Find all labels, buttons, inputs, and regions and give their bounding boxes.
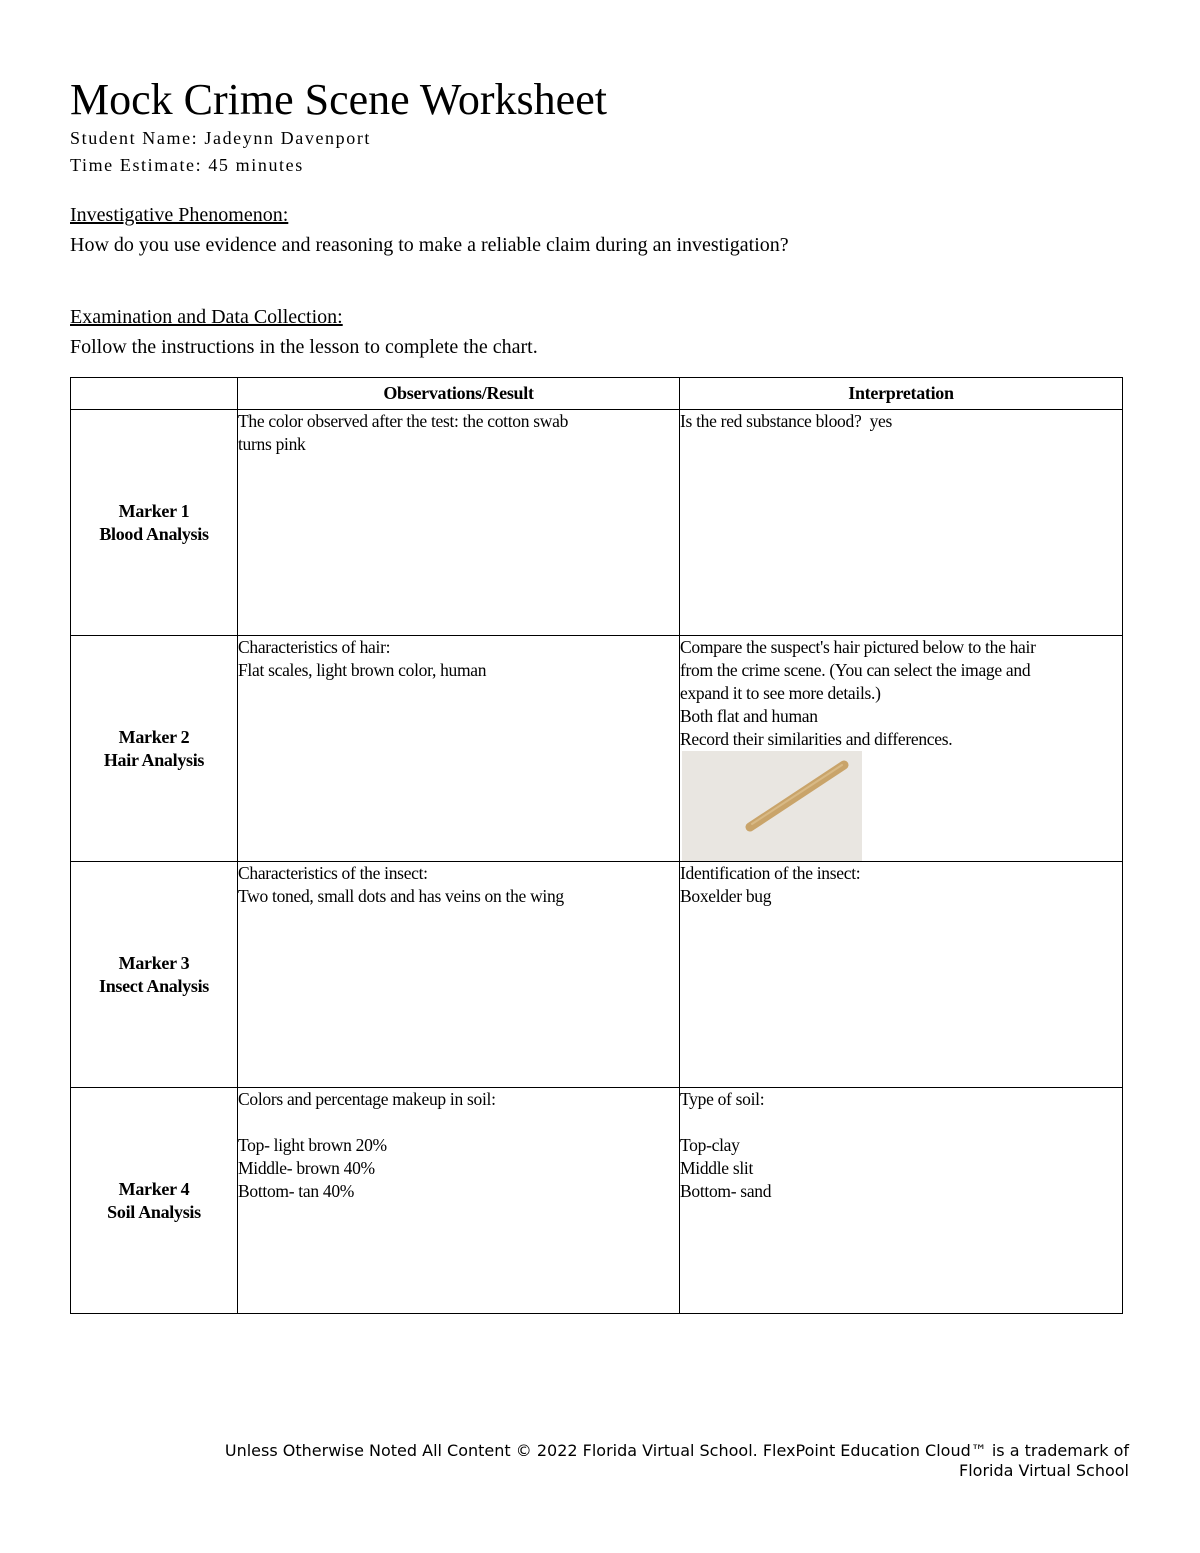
interpretation-line: Middle slit xyxy=(680,1158,754,1178)
observation-line: Characteristics of hair: xyxy=(238,637,391,657)
student-name: Student Name: Jadeynn Davenport xyxy=(70,128,372,148)
marker-label: Marker 1 xyxy=(118,500,190,521)
marker-label: Marker 4 xyxy=(118,1178,190,1199)
header-observations: Observations/Result xyxy=(238,378,680,410)
interpretation-line: Bottom- sand xyxy=(680,1181,772,1201)
collection-instructions: Follow the instructions in the lesson to complete the chart. xyxy=(70,336,538,358)
observation-line: Characteristics of the insect: xyxy=(238,863,428,883)
analysis-label: Soil Analysis xyxy=(107,1201,201,1222)
interpretation-line: Boxelder bug xyxy=(680,886,772,906)
table-row xyxy=(71,1088,1123,1314)
observation-line: Bottom- tan 40% xyxy=(238,1181,355,1201)
interpretation-line: Compare the suspect's hair pictured below to the hair xyxy=(680,637,1036,657)
footer-line: Florida Virtual School xyxy=(959,1461,1129,1480)
observation-line: Flat scales, light brown color, human xyxy=(238,660,487,680)
observation-line: turns pink xyxy=(238,434,306,454)
table-row xyxy=(71,862,1123,1088)
marker-cell xyxy=(71,1088,238,1314)
observation-line: The color observed after the test: the cotton swab xyxy=(238,411,569,431)
marker-cell xyxy=(71,636,238,862)
analysis-label: Insect Analysis xyxy=(98,975,210,996)
interpretation-line: Record their similarities and differences. xyxy=(680,729,953,749)
header-interpretation: Interpretation xyxy=(680,378,1123,410)
observation-line: Two toned, small dots and has veins on the wing xyxy=(238,886,564,906)
marker-label: Marker 3 xyxy=(118,952,190,973)
data-collection-table xyxy=(70,377,1123,1314)
interpretation-line: Is the red substance blood? yes xyxy=(680,411,893,431)
interpretation-line: Both flat and human xyxy=(680,706,818,726)
table-row xyxy=(71,636,1123,862)
time-estimate: Time Estimate: 45 minutes xyxy=(70,155,304,175)
suspect-hair-image[interactable] xyxy=(682,751,862,861)
analysis-label: Blood Analysis xyxy=(99,523,209,544)
marker-label: Marker 2 xyxy=(118,726,190,747)
marker-cell xyxy=(71,862,238,1088)
observation-line: Colors and percentage makeup in soil: xyxy=(238,1089,496,1109)
analysis-label: Hair Analysis xyxy=(103,749,205,770)
collection-heading: Examination and Data Collection: xyxy=(70,306,343,328)
interpretation-cell[interactable] xyxy=(680,636,1123,862)
observation-line: Middle- brown 40% xyxy=(238,1158,375,1178)
phenomenon-heading: Investigative Phenomenon: xyxy=(70,204,289,226)
footer-line: Unless Otherwise Noted All Content © 2022 Florida Virtual School. FlexPoint Education Cloud™ is a trademark of xyxy=(224,1441,1129,1460)
header-marker xyxy=(71,378,238,410)
copyright-footer xyxy=(225,1441,1129,1481)
interpretation-line: from the crime scene. (You can select the image and xyxy=(680,660,1031,680)
interpretation-cell[interactable] xyxy=(680,410,1123,636)
phenomenon-question: How do you use evidence and reasoning to make a reliable claim during an investigation? xyxy=(70,234,789,256)
page-title: Mock Crime Scene Worksheet xyxy=(70,75,607,124)
observation-line: Top- light brown 20% xyxy=(238,1135,387,1155)
observations-cell[interactable] xyxy=(238,1088,680,1314)
interpretation-line: Top-clay xyxy=(680,1135,740,1155)
marker-cell xyxy=(71,410,238,636)
interpretation-line: Type of soil: xyxy=(680,1089,765,1109)
observations-cell[interactable] xyxy=(238,636,680,862)
blank-line xyxy=(238,1111,679,1134)
table-header-row xyxy=(71,378,1123,410)
interpretation-line: Identification of the insect: xyxy=(680,863,861,883)
interpretation-line: expand it to see more details.) xyxy=(680,683,881,703)
interpretation-cell[interactable] xyxy=(680,1088,1123,1314)
interpretation-cell[interactable] xyxy=(680,862,1123,1088)
blank-line xyxy=(680,1111,1122,1134)
observations-cell[interactable] xyxy=(238,862,680,1088)
table-row xyxy=(71,410,1123,636)
observations-cell[interactable] xyxy=(238,410,680,636)
